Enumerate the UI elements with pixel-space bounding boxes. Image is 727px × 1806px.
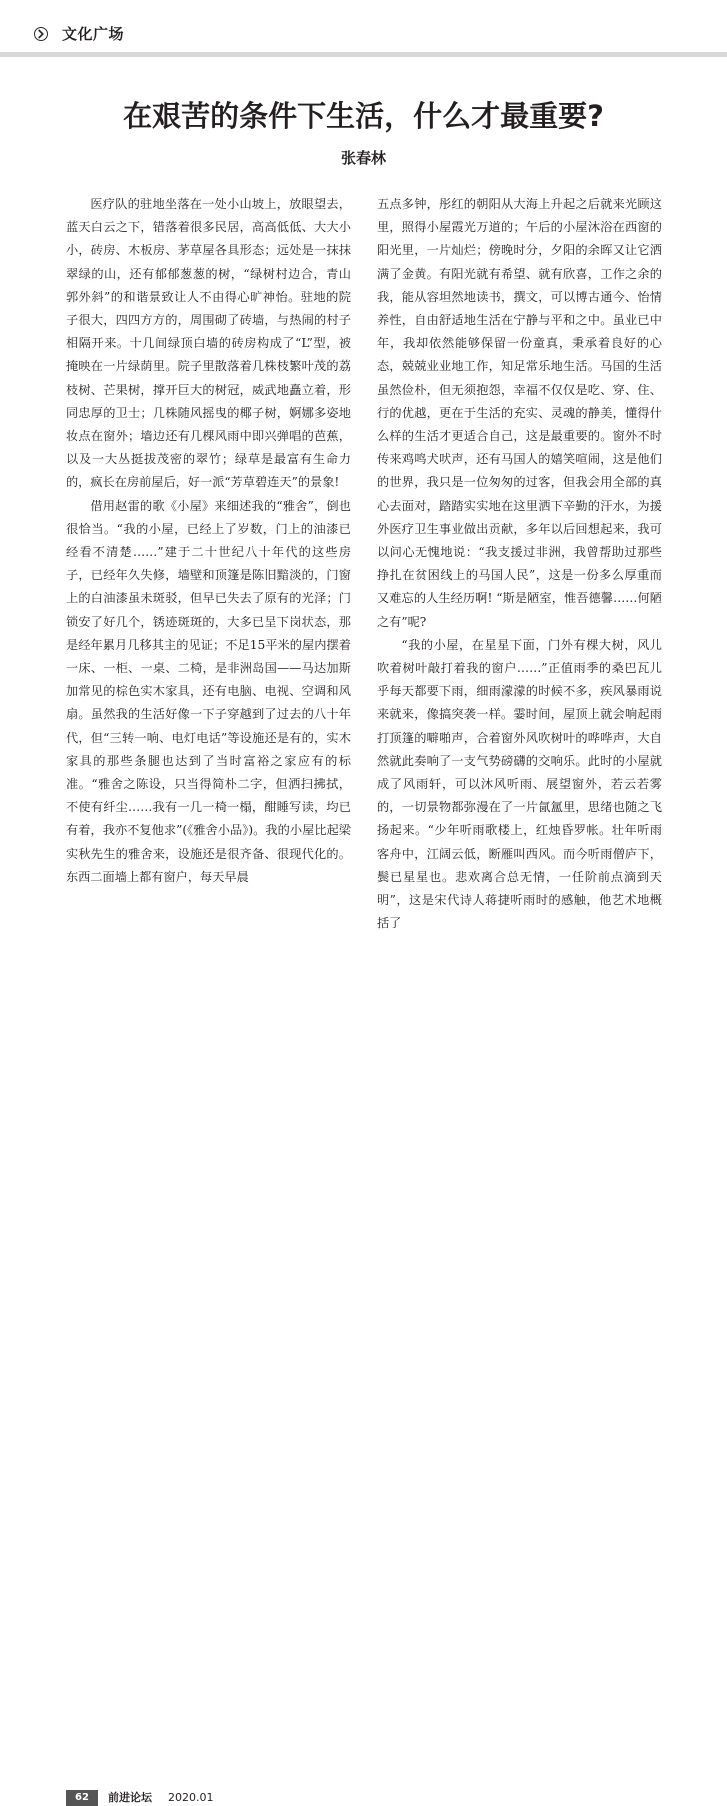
paragraph: 借用赵雷的歌《小屋》来细述我的“雅舍”，倒也很恰当。“我的小屋，已经上了岁数，门上的油漆已经看不清楚……”建于二十世纪八十年代的这些房子，已经年久失修，墙壁和顶篷是陈旧黯淡的，门窗上的白油漆虽未斑驳，但早已失去了原有的光泽；门锁安了好几个，锈迹斑斑的，大多已呈下岗状态，那是经年累月几移其主的见证；不足15平米的屋内摆着一床、一柜、一桌、二椅，是非洲岛国——马达加斯加常见的棕色实木家具，还有电脑、电视、空调和风扇。虽然我的生活好像一下子穿越到了过去的八十年代，但“三转一响、电灯电话”等设施还是有的，实木家具的那些条腿也达到了当时富裕之家应有的标准。“雅舍之陈设，只当得简朴二字，但洒扫拂拭，不使有纤尘……我有一几一椅一榻，酣睡写读，均已有着，我亦不复他求”(《雅舍小品》)。我的小屋比起梁实秋先生的雅舍来，设施还是很齐备、很现代化的。东西二面墙上都有窗户，每天早晨 [66, 498, 351, 884]
right-column [377, 193, 662, 936]
page-footer [0, 893, 727, 1804]
paragraph: 医疗队的驻地坐落在一处小山坡上，放眼望去，蓝天白云之下，错落着很多民居，高高低低、大大小小，砖房、木板房、茅草屋各具形态；远处是一抹抹翠绿的山，还有郁郁葱葱的树，“绿树村边合，青山郭外斜”的和谐景致让人不由得心旷神怡。驻地的院子很大，四四方方的，周围砌了砖墙，与热闹的村子相隔开来。十几间绿顶白墙的砖房构成了“L”型，被掩映在一片绿荫里。院子里散落着几株枝繁叶茂的荔枝树、芒果树，撑开巨大的树冠，威武地矗立着，形同忠厚的卫士；几株随风摇曳的椰子树，婀娜多姿地妆点在窗外；墙边还有几棵风雨中即兴弹唱的芭蕉，以及一大丛挺拔茂密的翠竹；绿草是最富有生命力的，疯长在房前屋后，好一派“芳草碧连天”的景象! [66, 197, 351, 490]
magazine-name: 前进论坛 [108, 1791, 152, 1804]
issue-date: 2020.01 [168, 1791, 214, 1804]
section-header [0, 0, 727, 74]
section-title: 文化广场 [62, 25, 125, 43]
page-number: 62 [66, 1790, 98, 1806]
article-author: 张春林 [340, 149, 386, 167]
paragraph: “我的小屋，在星星下面，门外有棵大树，风儿吹着树叶敲打着我的窗户……”正值雨季的桑巴瓦儿乎每天都要下雨，细雨濛濛的时候不多，疾风暴雨说来就来，像搞突袭一样。霎时间，屋顶上就会响起雨打顶篷的噼啪声，合着窗外风吹树叶的哗哗声，大自然就此奏响了一支气势磅礴的交响乐。此时的小屋就成了风雨轩，可以沐风听雨、展望窗外，若云若雾的，一切景物都弥漫在了一片氤氲里，思绪也随之飞扬起来。“少年听雨歌楼上，红烛昏罗帐。壮年听雨客舟中，江阔云低，断雁叫西风。而今听雨僧庐下，鬓已星星也。悲欢离合总无情，一任阶前点滴到天明”，这是宋代诗人蒋捷听雨时的感触，他艺术地概括了 [377, 637, 662, 931]
header-divider [0, 52, 727, 57]
article-title: 在艰苦的条件下生活，什么才最重要? [123, 99, 604, 133]
left-column [66, 193, 351, 889]
arrow-circle-icon [34, 27, 48, 41]
paragraph: 五点多钟，彤红的朝阳从大海上升起之后就来光顾这里，照得小屋霞光万道的；午后的小屋沐浴在西窗的阳光里，一片灿烂；傍晚时分，夕阳的余晖又让它洒满了金黄。有阳光就有希望、就有欣喜，工作之余的我，能从容坦然地读书，撰文，可以博古通今、怡情养性，自由舒适地生活在宁静与平和之中。虽业已中年，我却依然能够保留一份童真，秉承着良好的心态，兢兢业业地工作，知足常乐地生活。马国的生活虽然俭朴，但无须抱怨，幸福不仅仅是吃、穿、住、行的优越，更在于生活的充实、灵魂的静美，懂得什么样的生活才更适合自己，这是最重要的。窗外不时传来鸡鸣犬吠声，还有马国人的嬉笑喧闹，这是他们的世界，我只是一位匆匆的过客，但我会用全部的真心去面对，踏踏实实地在这里洒下辛勤的汗水，为援外医疗卫生事业做出贡献，多年以后回想起来，我可以问心无愧地说：“我支援过非洲，我曾帮助过那些挣扎在贫困线上的马国人民”，这是一份多么厚重而又难忘的人生经历啊! “斯是陋室，惟吾德馨……何陋之有”呢? [377, 197, 662, 629]
